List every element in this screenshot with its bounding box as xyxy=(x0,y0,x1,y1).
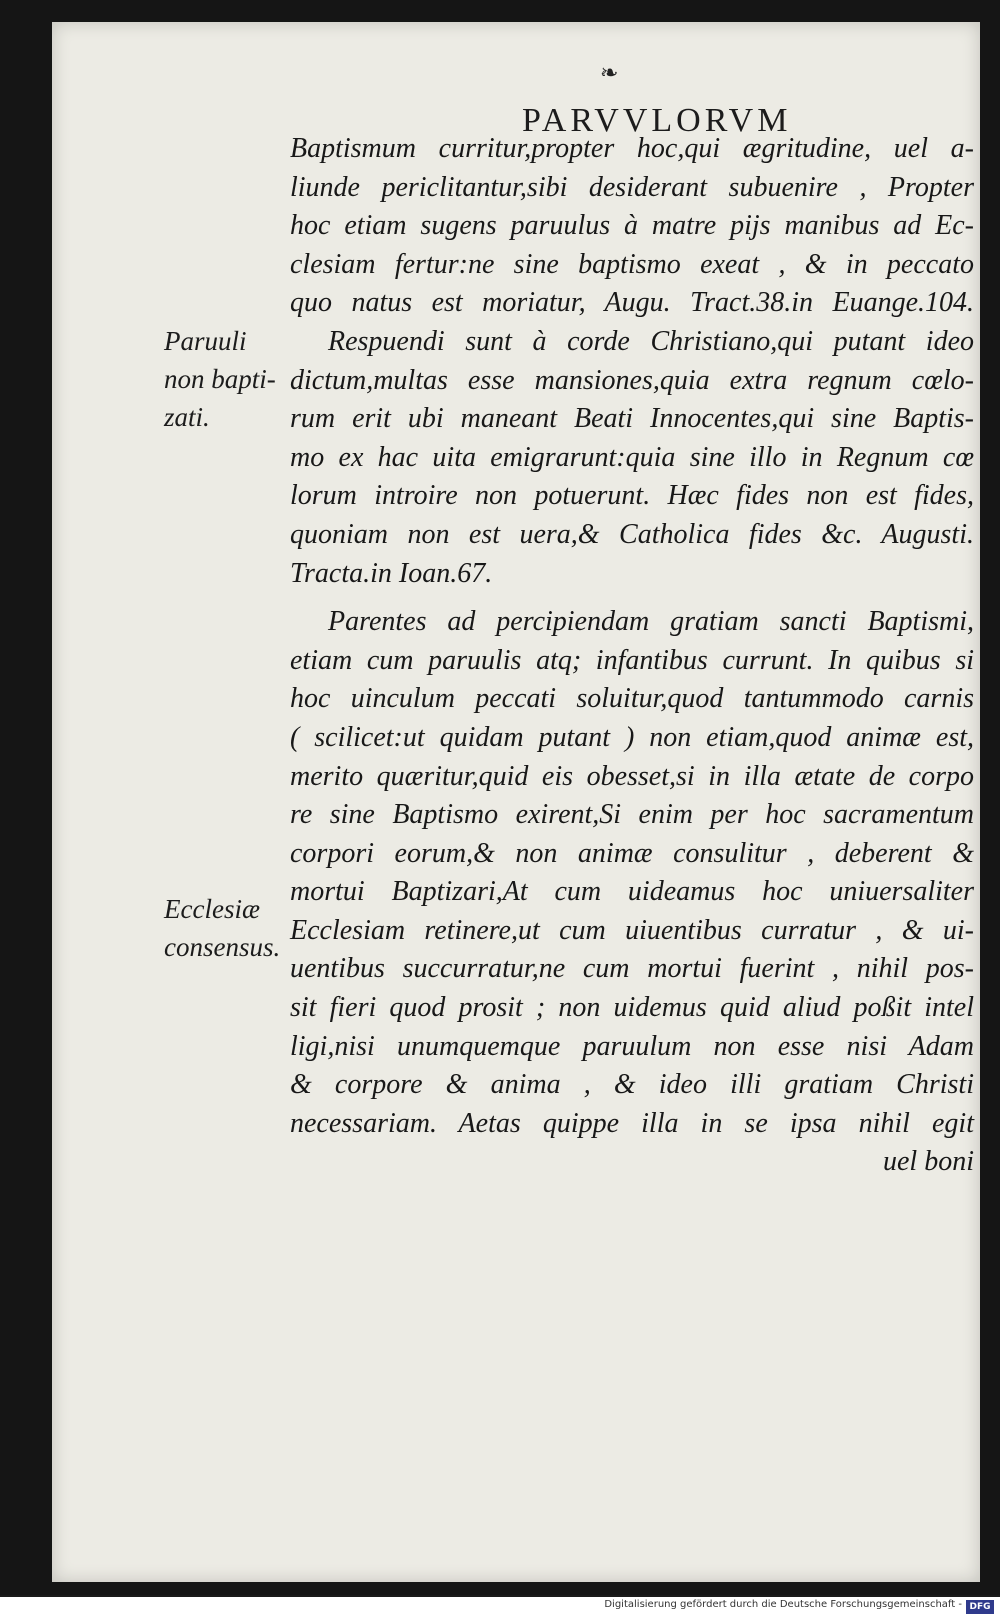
catchword: uel boni xyxy=(883,1146,974,1178)
paragraph-2 xyxy=(290,323,974,593)
text-line: ( scilicet:ut quidam putant ) non etiam,quod animæ est, xyxy=(290,721,974,753)
text-line: & corpore & anima , & ideo illi gratiam Christi xyxy=(290,1069,974,1101)
text-line: lorum introire non potuerunt. Hæc fides non est fides, xyxy=(290,480,974,512)
text-line: sit fieri quod prosit ; non uidemus quid aliud poßit intel xyxy=(290,992,974,1024)
main-text xyxy=(290,130,974,1182)
text-line: rum erit ubi maneant Beati Innocentes,qui sine Baptis- xyxy=(290,403,974,435)
paragraph-1 xyxy=(290,130,974,323)
text-line: quo natus est moriatur, Augu. Tract.38.in Euange.104. xyxy=(290,287,974,319)
text-line: ligi,nisi unumquemque paruulum non esse nisi Adam xyxy=(290,1030,974,1062)
text-line: mortui Baptizari,At cum uideamus hoc uniuersaliter xyxy=(290,876,974,908)
text-line: Baptismum curritur,propter hoc,qui ægritudine, uel a- xyxy=(290,133,974,164)
text-line: Parentes ad percipiendam gratiam sancti Baptismi, xyxy=(328,606,974,638)
text-line: dictum,multas esse mansiones,quia extra regnum cœlo- xyxy=(290,364,974,396)
paragraph-3 xyxy=(290,603,974,1143)
ornament-icon: ❧ xyxy=(600,60,619,85)
text-line: re sine Baptismo exirent,Si enim per hoc sacramentum xyxy=(290,799,974,831)
marginal-note-ecclesiae xyxy=(164,890,294,966)
text-line: mo ex hac uita emigrarunt:quia sine illo in Regnum cœ xyxy=(290,441,974,473)
text-line: necessariam. Aetas quippe illa in se ipsa nihil egit xyxy=(290,1107,974,1139)
footer-credit: Digitalisierung gefördert durch die Deutsche Forschungsgemeinschaft - xyxy=(604,1599,962,1610)
text-line: merito quæritur,quid eis obesset,si in illa ætate de corpo xyxy=(290,760,974,792)
text-line: uentibus succurratur,ne cum mortui fuerint , nihil pos- xyxy=(290,953,974,985)
text-line: hoc uinculum peccati soluitur,quod tantummodo carnis xyxy=(290,683,974,715)
text-line: clesiam fertur:ne sine baptismo exeat , & in peccato xyxy=(290,248,974,280)
dfg-logo: DFG xyxy=(966,1600,994,1614)
text-line: hoc etiam sugens paruulus à matre pijs manibus ad Ec- xyxy=(290,210,974,242)
text-line: corpori eorum,& non animæ consulitur , deberent & xyxy=(290,837,974,869)
marginal-note-paruuli xyxy=(164,322,294,436)
text-line: etiam cum paruulis atq; infantibus currunt. In quibus si xyxy=(290,644,974,676)
running-head: PARVVLORVM xyxy=(522,102,792,139)
text-line: Respuendi sunt à corde Christiano,qui putant ideo xyxy=(328,325,974,357)
footer-bar xyxy=(0,1597,1000,1618)
paragraph-gap xyxy=(290,593,974,603)
marginal-line: consensus. xyxy=(164,932,281,962)
text-line: liunde periclitantur,sibi desiderant subuenire , Propter xyxy=(290,171,974,203)
text-line: quoniam non est uera,& Catholica fides &c. Augusti. xyxy=(290,518,974,550)
marginal-line: Ecclesiæ xyxy=(164,894,260,924)
marginal-line: zati. xyxy=(164,402,210,432)
marginal-line: non bapti- xyxy=(164,364,276,394)
text-line: Tracta.in Ioan.67. xyxy=(290,557,493,589)
text-line: Ecclesiam retinere,ut cum uiuentibus curratur , & ui- xyxy=(290,914,974,946)
marginal-line: Paruuli xyxy=(164,326,247,356)
